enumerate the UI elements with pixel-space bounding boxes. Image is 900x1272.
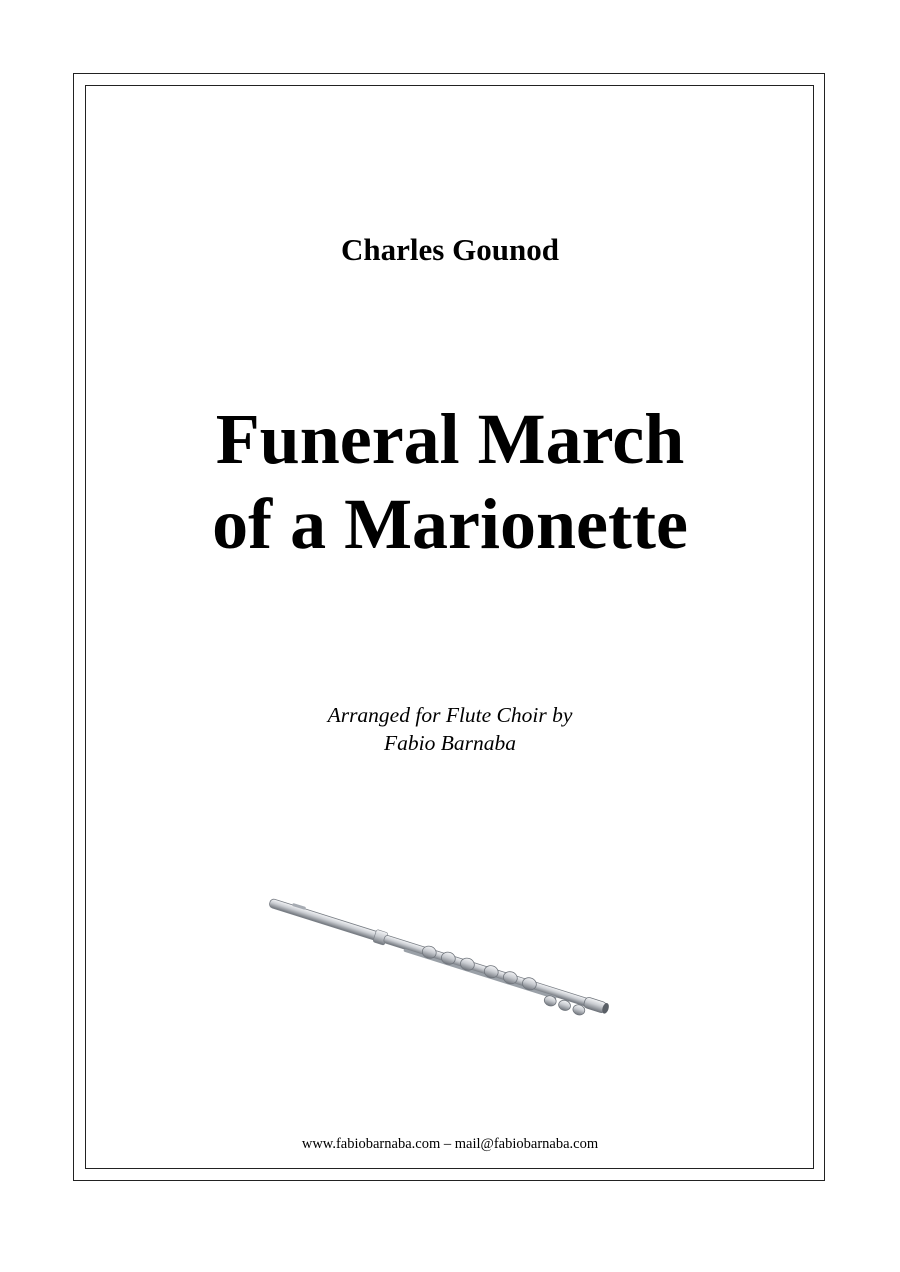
composer-name: Charles Gounod	[341, 232, 559, 267]
arranger-name: Fabio Barnaba	[384, 731, 516, 755]
arranged-for-line: Arranged for Flute Choir by	[327, 703, 573, 727]
footer-contact: www.fabiobarnaba.com – mail@fabiobarnaba.com	[301, 1136, 599, 1152]
flute-icon	[262, 892, 642, 1040]
title-line-1: Funeral March	[215, 399, 685, 479]
title-line-2: of a Marionette	[212, 484, 688, 564]
